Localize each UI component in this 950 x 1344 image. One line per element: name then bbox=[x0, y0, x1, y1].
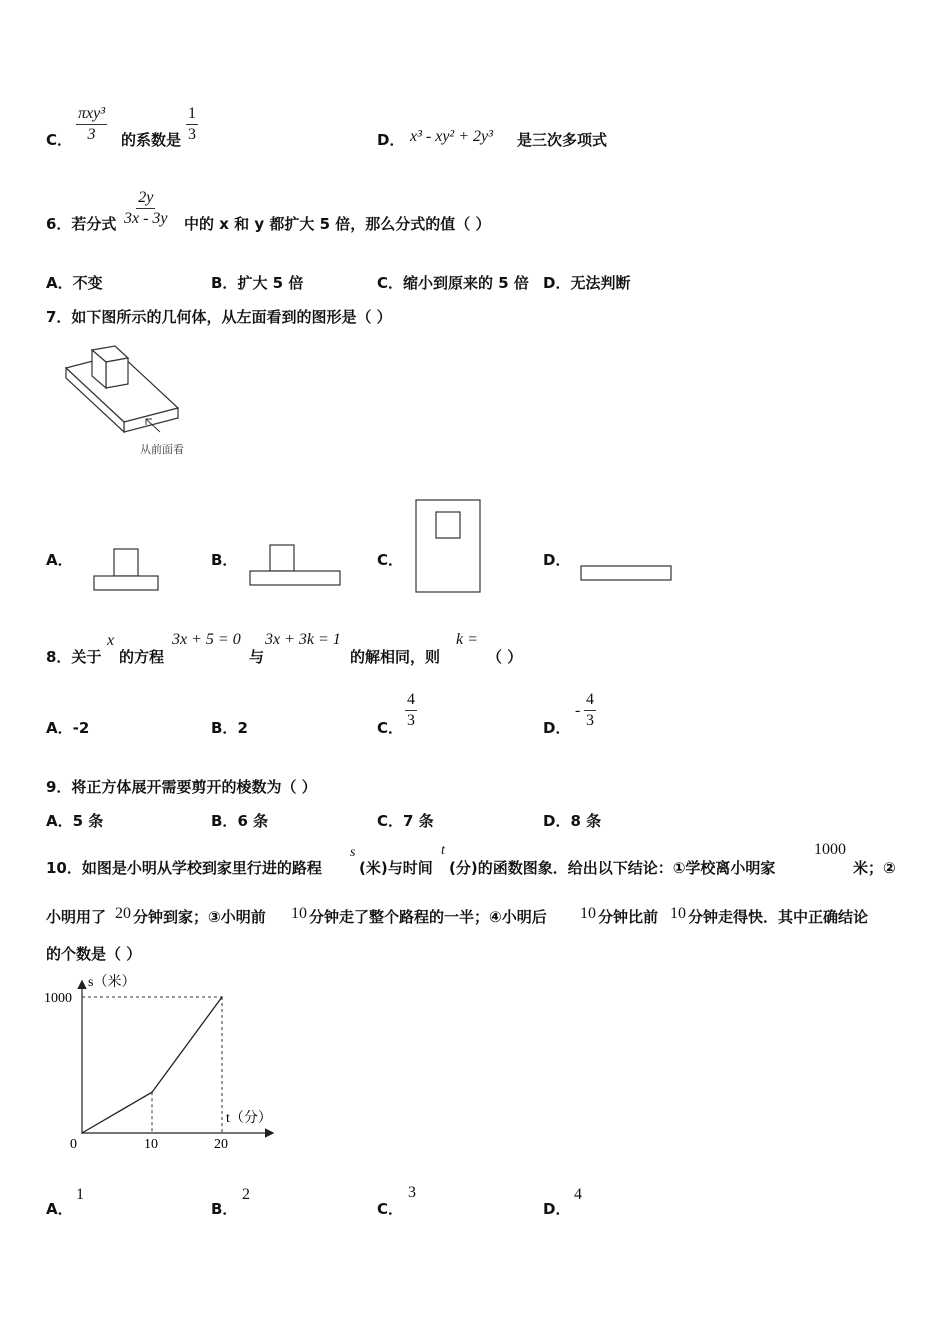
q8-stem-p2: 的方程 bbox=[119, 648, 165, 666]
x-tick-label-10: 10 bbox=[144, 1137, 158, 1152]
q6-option-a-text: 不变 bbox=[72, 274, 103, 292]
q6-option-c bbox=[377, 272, 529, 293]
q7-option-c-label: C． bbox=[377, 551, 404, 569]
q9-option-c-label: C． bbox=[377, 812, 404, 830]
q10-line2-c: 分钟走了整个路程的一半；④小明后 bbox=[309, 908, 547, 926]
q5-option-d-expr: x³ - xy² + 2y³ bbox=[410, 128, 493, 145]
q7-option-b-figure bbox=[246, 542, 344, 590]
q6-option-a bbox=[46, 272, 103, 293]
q8-option-c-label: C． bbox=[377, 719, 404, 737]
q5-option-d-label: D． bbox=[377, 131, 405, 149]
q9-option-a bbox=[46, 810, 103, 831]
q10-number-10-b: 10 bbox=[580, 905, 596, 922]
q10-line1-d: 米；② bbox=[853, 859, 896, 877]
q8-equation-2: 3x + 3k = 1 bbox=[265, 631, 341, 648]
data-point-2 bbox=[221, 996, 223, 998]
q7-option-d-figure bbox=[577, 562, 675, 586]
q8-d-den: 3 bbox=[586, 712, 594, 729]
q7-option-b-label: B． bbox=[211, 551, 238, 569]
q5-option-c-text: 的系数是 bbox=[121, 131, 182, 149]
q5-option-c-value bbox=[186, 104, 198, 145]
q9-option-c-text: 7 条 bbox=[403, 812, 434, 830]
q8-var-x: x bbox=[107, 632, 115, 649]
q10-line2-b: 分钟到家；③小明前 bbox=[133, 908, 266, 926]
q10-line2-e: 分钟走得快．其中正确结论 bbox=[688, 908, 869, 926]
q9-option-b-text: 6 条 bbox=[237, 812, 269, 830]
q6-stem-suffix: 中的 x 和 y 都扩大 5 倍，那么分式的值（ ） bbox=[184, 215, 491, 233]
q8-stem-p1: 8．关于 bbox=[46, 648, 102, 666]
q7-option-c-figure bbox=[412, 497, 484, 595]
q8-c-num: 4 bbox=[405, 690, 417, 711]
q8-option-a-text: -2 bbox=[72, 719, 90, 737]
q10-line2-d: 分钟比前 bbox=[598, 908, 659, 926]
x-axis-label: t（分） bbox=[226, 1111, 272, 1126]
q7-option-a-label: A． bbox=[46, 551, 73, 569]
q9-option-c bbox=[377, 810, 434, 831]
x-tick-label-20: 20 bbox=[214, 1137, 228, 1152]
q10-number-10-c: 10 bbox=[670, 905, 686, 922]
q6-stem-prefix: 6．若分式 bbox=[46, 215, 117, 233]
q8-option-c-fraction bbox=[405, 690, 417, 731]
q10-line1-a: 10．如图是小明从学校到家里行进的路程 bbox=[46, 859, 322, 877]
q9-option-d bbox=[543, 810, 601, 831]
q8-option-d-sign: - bbox=[575, 702, 581, 719]
q7-solid-figure bbox=[60, 340, 200, 460]
q5-c-frac-den: 3 bbox=[87, 126, 96, 143]
q8-equation-1: 3x + 5 = 0 bbox=[172, 631, 241, 648]
q9-stem: 9．将正方体展开需要剪开的棱数为（ ） bbox=[46, 778, 317, 796]
q10-option-d-text: 4 bbox=[574, 1186, 582, 1203]
q10-var-s: s bbox=[350, 845, 356, 860]
q10-option-b-text: 2 bbox=[242, 1186, 250, 1203]
q6-fraction bbox=[122, 188, 170, 229]
q6-option-d-text: 无法判断 bbox=[570, 274, 631, 292]
q8-option-b bbox=[211, 717, 248, 738]
cube-front-face bbox=[106, 358, 128, 388]
q5-c-val-num: 1 bbox=[186, 104, 198, 125]
q10-option-a-text: 1 bbox=[76, 1186, 84, 1203]
q9-option-b-label: B． bbox=[211, 812, 238, 830]
q10-option-c-label: C． bbox=[377, 1200, 404, 1218]
q7-stem: 7．如下图所示的几何体，从左面看到的图形是（ ） bbox=[46, 308, 392, 326]
q10-line1-c: (分)的函数图象．给出以下结论：①学校离小明家 bbox=[449, 859, 776, 877]
q9-option-b bbox=[211, 810, 268, 831]
q6-option-b bbox=[211, 272, 303, 293]
q5-c-val-den: 3 bbox=[188, 126, 196, 143]
q6-option-d-label: D． bbox=[543, 274, 571, 292]
y-tick-label-1000: 1000 bbox=[44, 991, 72, 1006]
q9-option-a-text: 5 条 bbox=[72, 812, 104, 830]
q8-d-num: 4 bbox=[584, 690, 596, 711]
q8-c-den: 3 bbox=[407, 712, 415, 729]
q9-option-d-label: D． bbox=[543, 812, 571, 830]
q8-stem-p3: 与 bbox=[249, 648, 265, 666]
data-point-1 bbox=[151, 1091, 153, 1093]
q6-option-d bbox=[543, 272, 630, 293]
q8-option-d-label: D． bbox=[543, 719, 571, 737]
q5-option-c-label: C． bbox=[46, 131, 73, 149]
q9-option-d-text: 8 条 bbox=[570, 812, 602, 830]
q10-var-t: t bbox=[441, 843, 445, 858]
q8-option-b-text: 2 bbox=[237, 719, 248, 737]
data-point-0 bbox=[81, 1132, 83, 1134]
q8-option-d-fraction bbox=[584, 690, 596, 731]
q6-option-b-label: B． bbox=[211, 274, 238, 292]
q8-k-equals: k = bbox=[456, 631, 478, 648]
q10-option-a-label: A． bbox=[46, 1200, 73, 1218]
q7-figure-caption: 从前面看 bbox=[140, 443, 184, 456]
q8-option-a bbox=[46, 717, 89, 738]
q6-frac-den: 3x - 3y bbox=[124, 210, 168, 227]
q8-stem-p4: 的解相同，则 bbox=[350, 648, 441, 666]
q6-option-a-label: A． bbox=[46, 274, 73, 292]
q8-option-b-label: B． bbox=[211, 719, 238, 737]
q10-number-1000: 1000 bbox=[814, 841, 846, 858]
q5-option-c-fraction bbox=[76, 104, 107, 145]
q6-option-c-text: 缩小到原来的 5 倍 bbox=[403, 274, 529, 292]
q10-number-20: 20 bbox=[115, 905, 131, 922]
q10-number-10-a: 10 bbox=[291, 905, 307, 922]
q7-option-d-label: D． bbox=[543, 551, 571, 569]
q10-option-c-text: 3 bbox=[408, 1184, 416, 1201]
q10-line1-b: (米)与时间 bbox=[359, 859, 433, 877]
q8-option-a-label: A． bbox=[46, 719, 73, 737]
q5-c-frac-num: πxy³ bbox=[76, 104, 107, 125]
q10-distance-time-chart bbox=[36, 968, 286, 1164]
q10-line2-a: 小明用了 bbox=[46, 908, 107, 926]
q8-stem-p5: （ ） bbox=[487, 648, 523, 666]
q9-option-a-label: A． bbox=[46, 812, 73, 830]
q10-line3: 的个数是（ ） bbox=[46, 945, 142, 963]
q6-option-c-label: C． bbox=[377, 274, 404, 292]
origin-tick-label: 0 bbox=[70, 1137, 77, 1152]
q10-option-b-label: B． bbox=[211, 1200, 238, 1218]
y-axis-label: s（米） bbox=[88, 975, 136, 990]
q6-frac-num: 2y bbox=[136, 188, 155, 209]
q6-option-b-text: 扩大 5 倍 bbox=[237, 274, 304, 292]
q7-option-a-figure bbox=[90, 546, 164, 594]
q10-option-d-label: D． bbox=[543, 1200, 571, 1218]
q5-option-d-text: 是三次多项式 bbox=[517, 131, 608, 149]
